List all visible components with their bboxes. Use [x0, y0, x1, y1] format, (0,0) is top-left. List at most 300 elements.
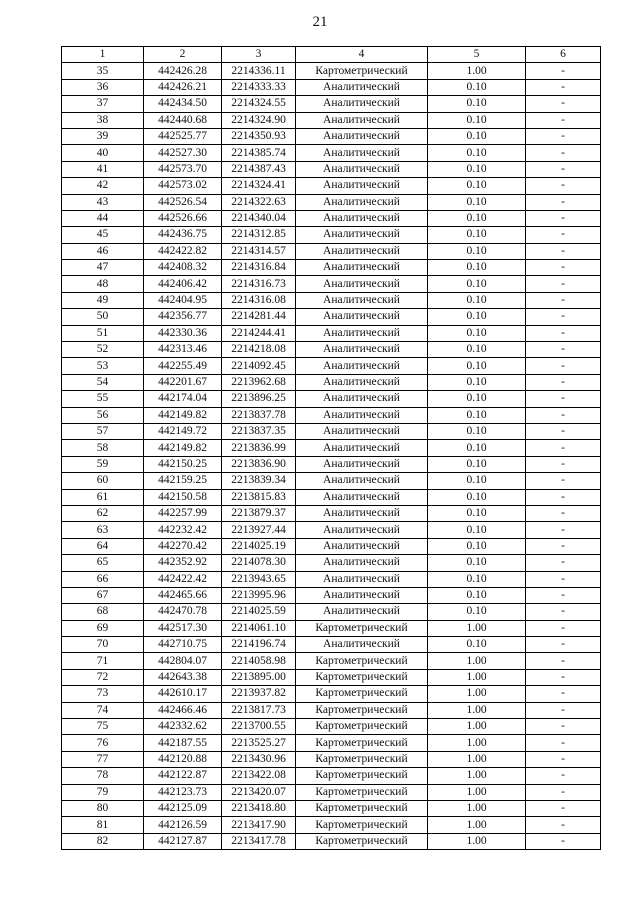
- column-header: 1: [62, 47, 144, 63]
- method-cell: Аналитический: [296, 112, 428, 128]
- table-row: [62, 735, 601, 751]
- point-number-cell: 66: [62, 571, 144, 587]
- point-number-cell: 77: [62, 751, 144, 767]
- y-coordinate-cell: 2213879.37: [222, 505, 296, 521]
- point-number-cell: 63: [62, 522, 144, 538]
- y-coordinate-cell: 2213817.73: [222, 702, 296, 718]
- point-number-cell: 36: [62, 79, 144, 95]
- method-cell: Аналитический: [296, 423, 428, 439]
- method-cell: Картометрический: [296, 735, 428, 751]
- point-number-cell: 42: [62, 178, 144, 194]
- accuracy-cell: 1.00: [428, 686, 526, 702]
- x-coordinate-cell: 442466.46: [144, 702, 222, 718]
- note-cell: -: [526, 751, 601, 767]
- table-row: [62, 63, 601, 79]
- point-number-cell: 46: [62, 243, 144, 259]
- x-coordinate-cell: 442408.32: [144, 260, 222, 276]
- y-coordinate-cell: 2213839.34: [222, 473, 296, 489]
- accuracy-cell: 0.10: [428, 96, 526, 112]
- y-coordinate-cell: 2214333.33: [222, 79, 296, 95]
- y-coordinate-cell: 2214244.41: [222, 325, 296, 341]
- x-coordinate-cell: 442526.66: [144, 210, 222, 226]
- note-cell: -: [526, 784, 601, 800]
- y-coordinate-cell: 2213927.44: [222, 522, 296, 538]
- point-number-cell: 47: [62, 260, 144, 276]
- accuracy-cell: 0.10: [428, 161, 526, 177]
- table-row: [62, 522, 601, 538]
- note-cell: -: [526, 522, 601, 538]
- method-cell: Картометрический: [296, 702, 428, 718]
- y-coordinate-cell: 2214314.57: [222, 243, 296, 259]
- y-coordinate-cell: 2214316.84: [222, 260, 296, 276]
- note-cell: -: [526, 571, 601, 587]
- x-coordinate-cell: 442517.30: [144, 620, 222, 636]
- y-coordinate-cell: 2214350.93: [222, 128, 296, 144]
- accuracy-cell: 0.10: [428, 587, 526, 603]
- table-row: [62, 768, 601, 784]
- table-row: [62, 112, 601, 128]
- y-coordinate-cell: 2213943.65: [222, 571, 296, 587]
- table-row: [62, 128, 601, 144]
- x-coordinate-cell: 442332.62: [144, 719, 222, 735]
- note-cell: -: [526, 800, 601, 816]
- point-number-cell: 43: [62, 194, 144, 210]
- table-row: [62, 784, 601, 800]
- point-number-cell: 55: [62, 391, 144, 407]
- point-number-cell: 51: [62, 325, 144, 341]
- accuracy-cell: 0.10: [428, 292, 526, 308]
- accuracy-cell: 0.10: [428, 210, 526, 226]
- x-coordinate-cell: 442159.25: [144, 473, 222, 489]
- table-row: [62, 505, 601, 521]
- table-row: [62, 686, 601, 702]
- note-cell: -: [526, 686, 601, 702]
- method-cell: Аналитический: [296, 505, 428, 521]
- table-row: [62, 751, 601, 767]
- table-body: [62, 63, 601, 850]
- y-coordinate-cell: 2214025.19: [222, 538, 296, 554]
- accuracy-cell: 0.10: [428, 489, 526, 505]
- y-coordinate-cell: 2213836.90: [222, 456, 296, 472]
- accuracy-cell: 0.10: [428, 374, 526, 390]
- point-number-cell: 57: [62, 423, 144, 439]
- accuracy-cell: 1.00: [428, 751, 526, 767]
- note-cell: -: [526, 210, 601, 226]
- y-coordinate-cell: 2213430.96: [222, 751, 296, 767]
- y-coordinate-cell: 2213700.55: [222, 719, 296, 735]
- y-coordinate-cell: 2213995.96: [222, 587, 296, 603]
- point-number-cell: 62: [62, 505, 144, 521]
- column-header: 2: [144, 47, 222, 63]
- table-row: [62, 555, 601, 571]
- method-cell: Аналитический: [296, 194, 428, 210]
- method-cell: Картометрический: [296, 800, 428, 816]
- x-coordinate-cell: 442356.77: [144, 309, 222, 325]
- method-cell: Аналитический: [296, 227, 428, 243]
- point-number-cell: 40: [62, 145, 144, 161]
- note-cell: -: [526, 817, 601, 833]
- point-number-cell: 71: [62, 653, 144, 669]
- table-row: [62, 423, 601, 439]
- accuracy-cell: 1.00: [428, 719, 526, 735]
- method-cell: Картометрический: [296, 751, 428, 767]
- table-row: [62, 96, 601, 112]
- accuracy-cell: 1.00: [428, 817, 526, 833]
- accuracy-cell: 0.10: [428, 571, 526, 587]
- point-number-cell: 58: [62, 440, 144, 456]
- point-number-cell: 78: [62, 768, 144, 784]
- y-coordinate-cell: 2214281.44: [222, 309, 296, 325]
- note-cell: -: [526, 178, 601, 194]
- x-coordinate-cell: 442255.49: [144, 358, 222, 374]
- note-cell: -: [526, 407, 601, 423]
- point-number-cell: 39: [62, 128, 144, 144]
- method-cell: Картометрический: [296, 653, 428, 669]
- note-cell: -: [526, 538, 601, 554]
- table-row: [62, 407, 601, 423]
- table-row: [62, 292, 601, 308]
- method-cell: Аналитический: [296, 538, 428, 554]
- x-coordinate-cell: 442573.02: [144, 178, 222, 194]
- x-coordinate-cell: 442804.07: [144, 653, 222, 669]
- method-cell: Аналитический: [296, 440, 428, 456]
- table-row: [62, 817, 601, 833]
- y-coordinate-cell: 2214316.08: [222, 292, 296, 308]
- accuracy-cell: 1.00: [428, 702, 526, 718]
- y-coordinate-cell: 2213417.78: [222, 833, 296, 849]
- x-coordinate-cell: 442120.88: [144, 751, 222, 767]
- x-coordinate-cell: 442406.42: [144, 276, 222, 292]
- accuracy-cell: 0.10: [428, 325, 526, 341]
- x-coordinate-cell: 442465.66: [144, 587, 222, 603]
- point-number-cell: 45: [62, 227, 144, 243]
- point-number-cell: 53: [62, 358, 144, 374]
- table-row: [62, 391, 601, 407]
- table-row: [62, 374, 601, 390]
- x-coordinate-cell: 442710.75: [144, 637, 222, 653]
- note-cell: -: [526, 276, 601, 292]
- method-cell: Картометрический: [296, 686, 428, 702]
- method-cell: Аналитический: [296, 374, 428, 390]
- x-coordinate-cell: 442232.42: [144, 522, 222, 538]
- table-row: [62, 145, 601, 161]
- method-cell: Аналитический: [296, 587, 428, 603]
- x-coordinate-cell: 442436.75: [144, 227, 222, 243]
- note-cell: -: [526, 112, 601, 128]
- method-cell: Аналитический: [296, 489, 428, 505]
- accuracy-cell: 1.00: [428, 653, 526, 669]
- point-number-cell: 82: [62, 833, 144, 849]
- note-cell: -: [526, 555, 601, 571]
- point-number-cell: 59: [62, 456, 144, 472]
- x-coordinate-cell: 442150.25: [144, 456, 222, 472]
- x-coordinate-cell: 442149.72: [144, 423, 222, 439]
- x-coordinate-cell: 442643.38: [144, 669, 222, 685]
- x-coordinate-cell: 442330.36: [144, 325, 222, 341]
- table-row: [62, 161, 601, 177]
- y-coordinate-cell: 2213962.68: [222, 374, 296, 390]
- note-cell: -: [526, 423, 601, 439]
- note-cell: -: [526, 489, 601, 505]
- accuracy-cell: 0.10: [428, 194, 526, 210]
- y-coordinate-cell: 2213896.25: [222, 391, 296, 407]
- method-cell: Картометрический: [296, 63, 428, 79]
- method-cell: Аналитический: [296, 604, 428, 620]
- x-coordinate-cell: 442149.82: [144, 407, 222, 423]
- note-cell: -: [526, 145, 601, 161]
- y-coordinate-cell: 2214336.11: [222, 63, 296, 79]
- y-coordinate-cell: 2214324.90: [222, 112, 296, 128]
- point-number-cell: 68: [62, 604, 144, 620]
- point-number-cell: 56: [62, 407, 144, 423]
- note-cell: -: [526, 374, 601, 390]
- method-cell: Картометрический: [296, 768, 428, 784]
- table-row: [62, 719, 601, 735]
- y-coordinate-cell: 2213815.83: [222, 489, 296, 505]
- y-coordinate-cell: 2214387.43: [222, 161, 296, 177]
- accuracy-cell: 1.00: [428, 735, 526, 751]
- table-row: [62, 79, 601, 95]
- note-cell: -: [526, 719, 601, 735]
- table-row: [62, 260, 601, 276]
- method-cell: Аналитический: [296, 260, 428, 276]
- point-number-cell: 50: [62, 309, 144, 325]
- x-coordinate-cell: 442426.28: [144, 63, 222, 79]
- table-row: [62, 669, 601, 685]
- point-number-cell: 60: [62, 473, 144, 489]
- table-row: [62, 637, 601, 653]
- table-row: [62, 538, 601, 554]
- y-coordinate-cell: 2213837.35: [222, 423, 296, 439]
- accuracy-cell: 1.00: [428, 768, 526, 784]
- note-cell: -: [526, 128, 601, 144]
- y-coordinate-cell: 2214092.45: [222, 358, 296, 374]
- accuracy-cell: 1.00: [428, 620, 526, 636]
- table-row: [62, 604, 601, 620]
- accuracy-cell: 0.10: [428, 276, 526, 292]
- x-coordinate-cell: 442123.73: [144, 784, 222, 800]
- y-coordinate-cell: 2214078.30: [222, 555, 296, 571]
- accuracy-cell: 0.10: [428, 456, 526, 472]
- x-coordinate-cell: 442352.92: [144, 555, 222, 571]
- x-coordinate-cell: 442422.42: [144, 571, 222, 587]
- point-number-cell: 52: [62, 342, 144, 358]
- accuracy-cell: 0.10: [428, 440, 526, 456]
- accuracy-cell: 0.10: [428, 178, 526, 194]
- note-cell: -: [526, 604, 601, 620]
- y-coordinate-cell: 2214312.85: [222, 227, 296, 243]
- accuracy-cell: 1.00: [428, 63, 526, 79]
- table-row: [62, 309, 601, 325]
- table-row: [62, 489, 601, 505]
- y-coordinate-cell: 2214196.74: [222, 637, 296, 653]
- table-row: [62, 342, 601, 358]
- x-coordinate-cell: 442573.70: [144, 161, 222, 177]
- y-coordinate-cell: 2214322.63: [222, 194, 296, 210]
- x-coordinate-cell: 442470.78: [144, 604, 222, 620]
- y-coordinate-cell: 2213417.90: [222, 817, 296, 833]
- note-cell: -: [526, 473, 601, 489]
- table-row: [62, 440, 601, 456]
- column-header: 5: [428, 47, 526, 63]
- note-cell: -: [526, 768, 601, 784]
- accuracy-cell: 0.10: [428, 260, 526, 276]
- accuracy-cell: 0.10: [428, 309, 526, 325]
- note-cell: -: [526, 260, 601, 276]
- point-number-cell: 38: [62, 112, 144, 128]
- method-cell: Картометрический: [296, 817, 428, 833]
- method-cell: Аналитический: [296, 473, 428, 489]
- method-cell: Аналитический: [296, 292, 428, 308]
- x-coordinate-cell: 442270.42: [144, 538, 222, 554]
- y-coordinate-cell: 2214340.04: [222, 210, 296, 226]
- x-coordinate-cell: 442527.30: [144, 145, 222, 161]
- table-row: [62, 194, 601, 210]
- note-cell: -: [526, 440, 601, 456]
- note-cell: -: [526, 505, 601, 521]
- method-cell: Аналитический: [296, 178, 428, 194]
- point-number-cell: 35: [62, 63, 144, 79]
- table-row: [62, 276, 601, 292]
- note-cell: -: [526, 309, 601, 325]
- x-coordinate-cell: 442150.58: [144, 489, 222, 505]
- accuracy-cell: 0.10: [428, 145, 526, 161]
- point-number-cell: 67: [62, 587, 144, 603]
- point-number-cell: 79: [62, 784, 144, 800]
- y-coordinate-cell: 2213837.78: [222, 407, 296, 423]
- method-cell: Аналитический: [296, 96, 428, 112]
- x-coordinate-cell: 442404.95: [144, 292, 222, 308]
- point-number-cell: 70: [62, 637, 144, 653]
- point-number-cell: 49: [62, 292, 144, 308]
- table-header-row: [62, 47, 601, 63]
- method-cell: Картометрический: [296, 669, 428, 685]
- column-header: 3: [222, 47, 296, 63]
- table-row: [62, 833, 601, 849]
- method-cell: Аналитический: [296, 145, 428, 161]
- note-cell: -: [526, 391, 601, 407]
- note-cell: -: [526, 735, 601, 751]
- method-cell: Аналитический: [296, 325, 428, 341]
- x-coordinate-cell: 442122.87: [144, 768, 222, 784]
- accuracy-cell: 0.10: [428, 243, 526, 259]
- method-cell: Аналитический: [296, 161, 428, 177]
- accuracy-cell: 0.10: [428, 342, 526, 358]
- note-cell: -: [526, 833, 601, 849]
- accuracy-cell: 0.10: [428, 358, 526, 374]
- y-coordinate-cell: 2214061.10: [222, 620, 296, 636]
- method-cell: Аналитический: [296, 79, 428, 95]
- note-cell: -: [526, 227, 601, 243]
- point-number-cell: 81: [62, 817, 144, 833]
- note-cell: -: [526, 79, 601, 95]
- table-row: [62, 702, 601, 718]
- y-coordinate-cell: 2214025.59: [222, 604, 296, 620]
- method-cell: Аналитический: [296, 128, 428, 144]
- table-row: [62, 800, 601, 816]
- note-cell: -: [526, 587, 601, 603]
- note-cell: -: [526, 669, 601, 685]
- point-number-cell: 72: [62, 669, 144, 685]
- x-coordinate-cell: 442422.82: [144, 243, 222, 259]
- x-coordinate-cell: 442426.21: [144, 79, 222, 95]
- note-cell: -: [526, 702, 601, 718]
- accuracy-cell: 0.10: [428, 505, 526, 521]
- point-number-cell: 73: [62, 686, 144, 702]
- method-cell: Аналитический: [296, 358, 428, 374]
- note-cell: -: [526, 194, 601, 210]
- x-coordinate-cell: 442127.87: [144, 833, 222, 849]
- point-number-cell: 69: [62, 620, 144, 636]
- method-cell: Картометрический: [296, 784, 428, 800]
- accuracy-cell: 0.10: [428, 79, 526, 95]
- accuracy-cell: 0.10: [428, 128, 526, 144]
- table-row: [62, 473, 601, 489]
- method-cell: Аналитический: [296, 522, 428, 538]
- table-row: [62, 653, 601, 669]
- y-coordinate-cell: 2214058.98: [222, 653, 296, 669]
- method-cell: Аналитический: [296, 456, 428, 472]
- x-coordinate-cell: 442610.17: [144, 686, 222, 702]
- method-cell: Аналитический: [296, 407, 428, 423]
- note-cell: -: [526, 325, 601, 341]
- x-coordinate-cell: 442149.82: [144, 440, 222, 456]
- note-cell: -: [526, 653, 601, 669]
- y-coordinate-cell: 2214385.74: [222, 145, 296, 161]
- y-coordinate-cell: 2213525.27: [222, 735, 296, 751]
- method-cell: Картометрический: [296, 719, 428, 735]
- x-coordinate-cell: 442313.46: [144, 342, 222, 358]
- point-number-cell: 44: [62, 210, 144, 226]
- point-number-cell: 74: [62, 702, 144, 718]
- table-row: [62, 178, 601, 194]
- x-coordinate-cell: 442126.59: [144, 817, 222, 833]
- note-cell: -: [526, 243, 601, 259]
- accuracy-cell: 0.10: [428, 423, 526, 439]
- note-cell: -: [526, 358, 601, 374]
- y-coordinate-cell: 2214324.55: [222, 96, 296, 112]
- x-coordinate-cell: 442526.54: [144, 194, 222, 210]
- y-coordinate-cell: 2213422.08: [222, 768, 296, 784]
- y-coordinate-cell: 2214324.41: [222, 178, 296, 194]
- table-row: [62, 243, 601, 259]
- table-row: [62, 325, 601, 341]
- method-cell: Картометрический: [296, 620, 428, 636]
- method-cell: Аналитический: [296, 342, 428, 358]
- accuracy-cell: 0.10: [428, 391, 526, 407]
- y-coordinate-cell: 2213418.80: [222, 800, 296, 816]
- x-coordinate-cell: 442257.99: [144, 505, 222, 521]
- method-cell: Аналитический: [296, 243, 428, 259]
- x-coordinate-cell: 442174.04: [144, 391, 222, 407]
- accuracy-cell: 0.10: [428, 555, 526, 571]
- x-coordinate-cell: 442201.67: [144, 374, 222, 390]
- table-row: [62, 227, 601, 243]
- column-header: 4: [296, 47, 428, 63]
- table-row: [62, 571, 601, 587]
- table-row: [62, 358, 601, 374]
- x-coordinate-cell: 442434.50: [144, 96, 222, 112]
- x-coordinate-cell: 442125.09: [144, 800, 222, 816]
- accuracy-cell: 0.10: [428, 637, 526, 653]
- y-coordinate-cell: 2213937.82: [222, 686, 296, 702]
- method-cell: Аналитический: [296, 555, 428, 571]
- method-cell: Аналитический: [296, 571, 428, 587]
- note-cell: -: [526, 637, 601, 653]
- y-coordinate-cell: 2213895.00: [222, 669, 296, 685]
- table-row: [62, 620, 601, 636]
- method-cell: Аналитический: [296, 391, 428, 407]
